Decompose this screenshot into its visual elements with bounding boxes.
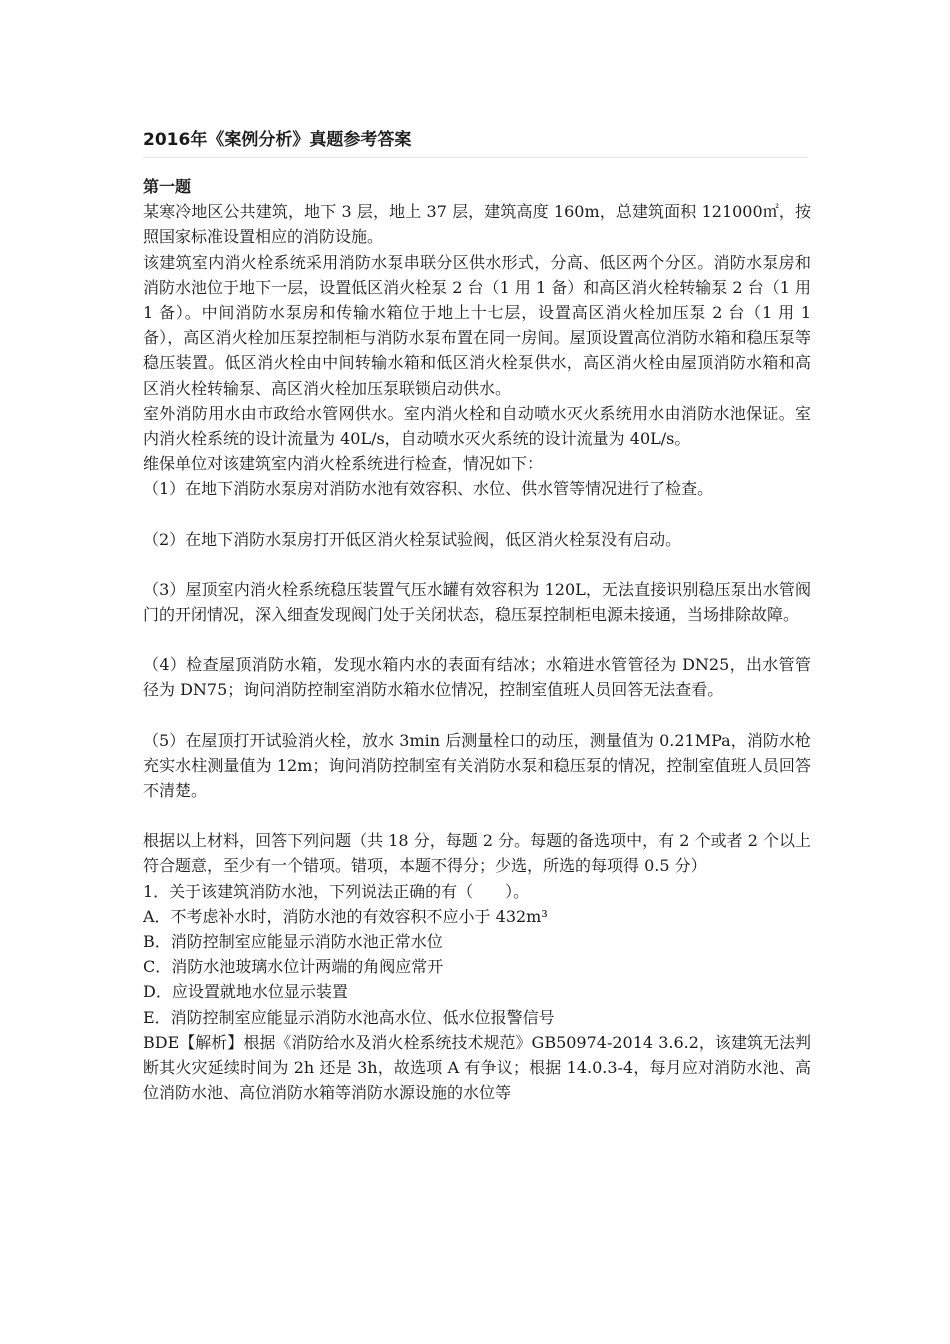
inspection-item-1: （1）在地下消防水泵房对消防水池有效容积、水位、供水管等情况进行了检查。 [143,479,714,499]
paragraph-inspection-intro: 维保单位对该建筑室内消火栓系统进行检查，情况如下： [143,454,544,474]
question-1-option-d: D．应设置就地水位显示装置 [143,982,348,1002]
question-1-stem: 1．关于该建筑消防水池，下列说法正确的有（ ）。 [143,881,530,901]
document-body [143,174,811,1106]
question-instructions: 根据以上材料，回答下列问题（共 18 分，每题 2 分。每题的备选项中，有 2 个或者 2 个以上符合题意，至少有一个错项。错项，本题不得分；少选，所选的每项得 0.5 分） [143,831,811,876]
inspection-item-2: （2）在地下消防水泵房打开低区消火栓泵试验阀，低区消火栓泵没有启动。 [143,529,682,549]
inspection-item-4: （4）检查屋顶消防水箱，发现水箱内水的表面有结冰；水箱进水管管径为 DN25，出水管管径为 DN75；询问消防控制室消防水箱水位情况，控制室值班人员回答无法查看。 [143,655,811,700]
spacer [143,502,811,527]
paragraph-hydrant-system: 该建筑室内消火栓系统采用消防水泵串联分区供水形式，分高、低区两个分区。消防水泵房和消防水池位于地下一层，设置低区消火栓泵 2 台（1 用 1 备）和高区消火栓转输泵 2 台（1 用 1 备）。中间消防水泵房和传输水箱位于地上十七层，设置高区消火栓加压泵 2 台（1 用 1 备），高区消火栓加压泵控制柜与消防水泵布置在同一房间。屋顶设置高位消防水箱和稳压泵等稳压装置。低区消火栓由中间转输水箱和低区消火栓泵供水，高区消火栓由屋顶消防水箱和高区消火栓转输泵、高区消火栓加压泵联锁启动供水。 [143,252,811,398]
spacer [143,627,811,652]
spacer [143,703,811,728]
section-title: 第一题 [143,177,192,196]
document-title: 2016年《案例分析》真题参考答案 [143,130,412,150]
question-1-option-c: C．消防水池玻璃水位计两端的角阀应常开 [143,957,444,977]
spacer [143,552,811,577]
inspection-item-3: （3）屋顶室内消火栓系统稳压装置气压水罐有效容积为 120L，无法直接识别稳压泵出水管阀门的开闭情况，深入细查发现阀门处于关闭状态，稳压泵控制柜电源未接通，当场排除故障。 [143,579,811,625]
title-divider [143,157,808,158]
question-1-option-a: A．不考虑补水时，消防水池的有效容积不应小于 432m³ [143,906,548,926]
question-1-option-b: B．消防控制室应能显示消防水池正常水位 [143,932,443,952]
paragraph-water-supply: 室外消防用水由市政给水管网供水。室内消火栓和自动喷水灭火系统用水由消防水池保证。室内消火栓系统的设计流量为 40L/s，自动喷水灭火系统的设计流量为 40L/s。 [143,403,811,449]
spacer [143,803,811,828]
question-1-answer-analysis: BDE【解析】根据《消防给水及消火栓系统技术规范》GB50974-2014 3.6.2，该建筑无法判断其火灾延续时间为 2h 还是 3h，故选项 A 有争议；根据 14.0.3-4，每月应对消防水池、高位消防水池、高位消防水箱等消防水源设施的水位等 [143,1032,811,1103]
question-1-option-e: E．消防控制室应能显示消防水池高水位、低水位报警信号 [143,1007,555,1027]
inspection-item-5: （5）在屋顶打开试验消火栓，放水 3min 后测量栓口的动压，测量值为 0.21MPa，消防水枪充实水柱测量值为 12m；询问消防控制室有关消防水泵和稳压泵的情况，控制室值班人员回答不清楚。 [143,730,811,801]
paragraph-building-overview: 某寒冷地区公共建筑，地下 3 层，地上 37 层，建筑高度 160m，总建筑面积 121000㎡，按照国家标准设置相应的消防设施。 [143,202,811,247]
